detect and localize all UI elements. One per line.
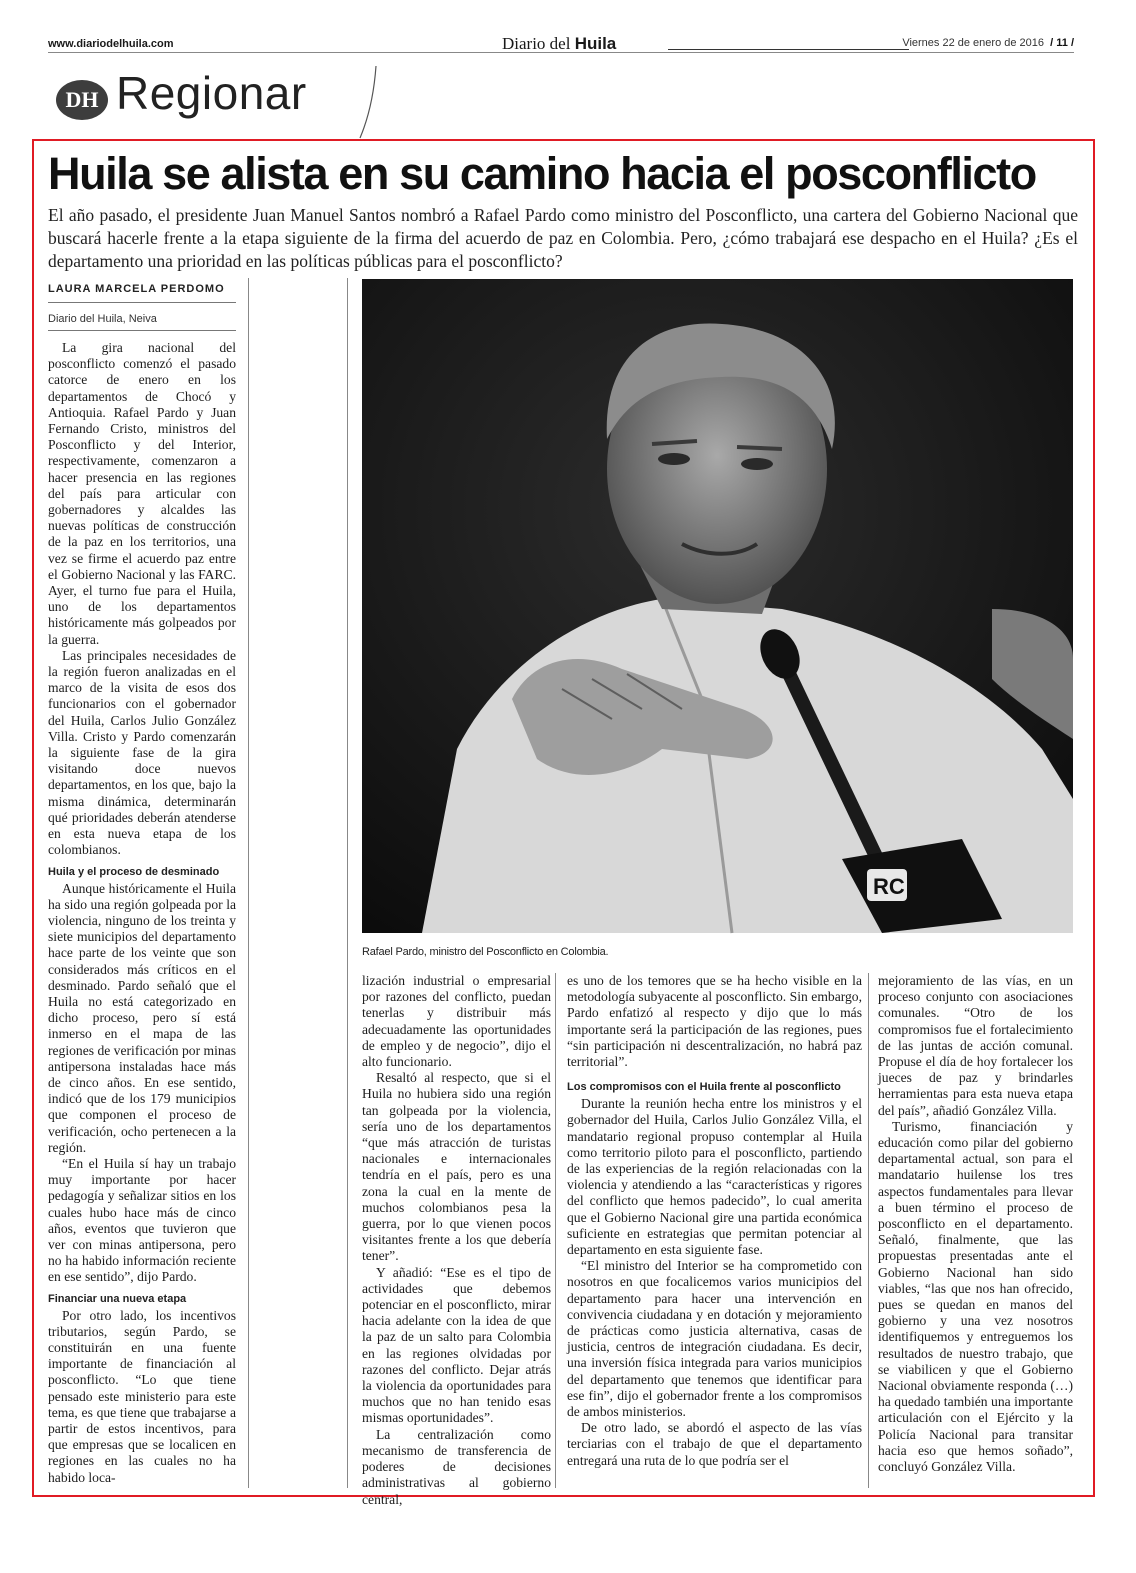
paragraph: lización industrial o empresarial por razones del conflicto, puedan tenerlas y distribuir más adecuadamente las oportunidades de empleo y de negocio”, dijo el alto funcionario. bbox=[362, 973, 551, 1070]
paragraph: “El ministro del Interior se ha comprometido con nosotros en que focalicemos varios municipios del departamento para hacer una intervención en convivencia ciudadana y en dotación y mejoramiento de prácticas como justicia alternativa, casas de justicia, centros de integración ciudadana. Es decir, una inversión física integrada para varios municipios del departamento que tenemos que identificar para ese fin”, dijo el gobernador frente a los compromisos de ambos ministerios. bbox=[567, 1258, 862, 1420]
svg-text:RC: RC bbox=[873, 874, 905, 899]
paragraph: Las principales necesidades de la región fueron analizadas en el marco de la visita de esos dos funcionarios con el gobernador del Huila, Carlos Julio González Villa. Cristo y Pardo comenzarán la siguiente fase de la gira visitando doce nuevos departamentos, en los que, bajo la misma dinámica, determinarán qué prioridades deberán atenderse en esta nueva etapa de los colombianos. bbox=[48, 647, 236, 858]
article-column-4 bbox=[878, 973, 1073, 1488]
newspaper-name-bold: Huila bbox=[574, 34, 617, 53]
page-header bbox=[48, 36, 1074, 56]
photo-caption: Rafael Pardo, ministro del Posconflicto en Colombia. bbox=[362, 946, 609, 958]
byline-rule-top bbox=[48, 302, 236, 303]
dateline: Diario del Huila, Neiva bbox=[48, 313, 157, 325]
column-rule bbox=[347, 278, 348, 1488]
article-headline: Huila se alista en su camino hacia el posconflicto bbox=[48, 148, 1036, 199]
issue-date bbox=[902, 37, 1074, 49]
paragraph: Durante la reunión hecha entre los ministros y el gobernador del Huila, Carlos Julio González Villa, el mandatario regional propuso contemplar al Huila como territorio piloto para el posconflicto, partiendo de las experiencias de la región relacionadas con la violencia y atendiendo a las “características y rigores del conflicto que hemos padecido”, lo cual amerita que el Gobierno Nacional gire una partida económica suficiente en estrategias que permitan potenciar al departamento en esta siguiente fase. bbox=[567, 1096, 862, 1258]
column-rule bbox=[555, 973, 556, 1488]
section-logo: DH bbox=[56, 80, 108, 120]
paragraph: mejoramiento de las vías, en un proceso conjunto con asociaciones comunales. “Otro de los compromisos fue el fortalecimiento de las juntas de acción comunal. Propuse el día de hoy fortalecer los jueces de paz y brindarles herramientas para esta nueva etapa del país”, añadió González Villa. bbox=[878, 973, 1073, 1118]
section-title: Regionar bbox=[116, 67, 307, 119]
article-column-3 bbox=[567, 973, 862, 1488]
paragraph: “En el Huila sí hay un trabajo muy importante por hacer pedagogía y señalizar sitios en los cuales hubo hace más de cinco años, eventos que tuvieron que ver con minas antipersona, pero no ha habido información reciente en ese sentido”, dijo Pardo. bbox=[48, 1155, 236, 1285]
paragraph: Turismo, financiación y educación como pilar del gobierno departamental actual, son para el mandatario huilense los tres aspectos fundamentales para llevar a buen término el proceso de posconflicto en el departamento. Señaló, finalmente, que las propuestas presentadas ante el Gobierno Nacional han sido viables, “las que nos han ofrecido, pues se quedan en manos del gobierno y una vez nosotros identifiquemos y entreguemos los resultados de nuestro trabajo, que se viabilicen y que el Gobierno Nacional obviamente responda (…) ha quedado también una importante articulación con el Ejército y la Policía Nacional para transitar hacia eso que hemos soñado”, concluyó González Villa. bbox=[878, 1118, 1073, 1475]
date-text: Viernes 22 de enero de 2016 bbox=[902, 37, 1045, 49]
paragraph: Y añadió: “Ese es el tipo de actividades que debemos potenciar en el posconflicto, mirar hacia adelante con la idea de que la paz de un salto para Colombia en las regiones olvidadas por razones del conflicto. Dejar atrás la violencia da oportunidades para muchos que no han tenido esas mismas oportunidades”. bbox=[362, 1264, 551, 1426]
article-column-1 bbox=[48, 340, 236, 1488]
paragraph: Por otro lado, los incentivos tributarios, según Pardo, se constituirán en una fuente importante de financiación al posconflicto. “Lo que tiene pensado este ministerio para este tema, es que tiene que trabajarse a partir de estos incentivos, para que empresas que se localicen en regiones en las cuales no ha habido loca- bbox=[48, 1307, 236, 1485]
newspaper-name bbox=[502, 34, 616, 54]
byline: LAURA MARCELA PERDOMO bbox=[48, 283, 225, 295]
paragraph: La centralización como mecanismo de transferencia de poderes de decisiones administrativas al gobierno central, bbox=[362, 1426, 551, 1507]
section-slash-decoration bbox=[358, 64, 378, 140]
paragraph: De otro lado, se abordó el aspecto de las vías terciarias con el trabajo de que el departamento entregará una ruta de lo que podría ser el bbox=[567, 1420, 862, 1468]
site-url: www.diariodelhuila.com bbox=[48, 38, 174, 50]
byline-rule-bottom bbox=[48, 330, 236, 331]
article-column-2 bbox=[362, 973, 551, 1507]
paragraph: La gira nacional del posconflicto comenzó el pasado catorce de enero en los departamentos de Chocó y Antioquia. Rafael Pardo y Juan Fernando Cristo, ministros del Posconflicto y del Interior, respectivamente, comenzaron a hacer presencia en las regiones del país para articular con gobernadores y alcaldes las nuevas políticas de construcción de la paz en los territorios, una vez se firme el acuerdo paz entre el Gobierno Nacional y las FARC. Ayer, el turno fue para el Huila, uno de los departamentos históricamente más golpeados por la guerra. bbox=[48, 340, 236, 647]
article-deck: El año pasado, el presidente Juan Manuel Santos nombró a Rafael Pardo como ministro del Posconflicto, una cartera del Gobierno Nacional que buscará hacerle frente a la etapa siguiente de la firma del acuerdo de paz en Colombia. Pero, ¿cómo trabajará ese despacho en el Huila? ¿Es el departamento una prioridad en las políticas públicas para el posconflicto? bbox=[48, 205, 1078, 271]
paragraph: Resaltó al respecto, que si el Huila no hubiera sido una región tan golpeada por la violencia, sería uno de los departamentos “que más atracción de turistas nacionales e internacionales tendría en el país, pero es una zona la cual en la mente de muchos colombianos pesa la guerra, por lo que vienen pocos visitantes frente a los que debería tener”. bbox=[362, 1070, 551, 1264]
paragraph: es uno de los temores que se ha hecho visible en la metodología subyacente al posconflicto. Sin embargo, Pardo enfatizó al respecto y dijo que lo más importante será la participación de las regiones, pues “sin participación ni descentralización, no habrá paz territorial”. bbox=[567, 973, 862, 1070]
newspaper-name-part: Diario del bbox=[502, 34, 575, 53]
paragraph: Aunque históricamente el Huila ha sido una región golpeada por la violencia, ninguno de los treinta y siete municipios del departamento hace parte de los veinte que son considerados más críticos en el desminado. Pardo señaló que el Huila no está categorizado en dicho proceso, pero sí está inmerso en el mapa de las regiones de verificación por minas antipersona instaladas hace más de cinco años. En ese sentido, indicó que de los 179 municipios que componen el proceso de verificación, ocho pertenecen a la región. bbox=[48, 880, 236, 1155]
header-rule bbox=[668, 49, 909, 50]
article-photo bbox=[362, 279, 1073, 933]
subheading: Financiar una nueva etapa bbox=[48, 1292, 187, 1305]
subheading: Los compromisos con el Huila frente al posconflicto bbox=[567, 1081, 841, 1094]
header-bottom-rule bbox=[48, 52, 1074, 53]
column-rule bbox=[248, 278, 249, 1488]
page-number: / 11 / bbox=[1050, 37, 1074, 49]
subheading: Huila y el proceso de desminado bbox=[48, 865, 220, 878]
column-rule bbox=[868, 973, 869, 1488]
